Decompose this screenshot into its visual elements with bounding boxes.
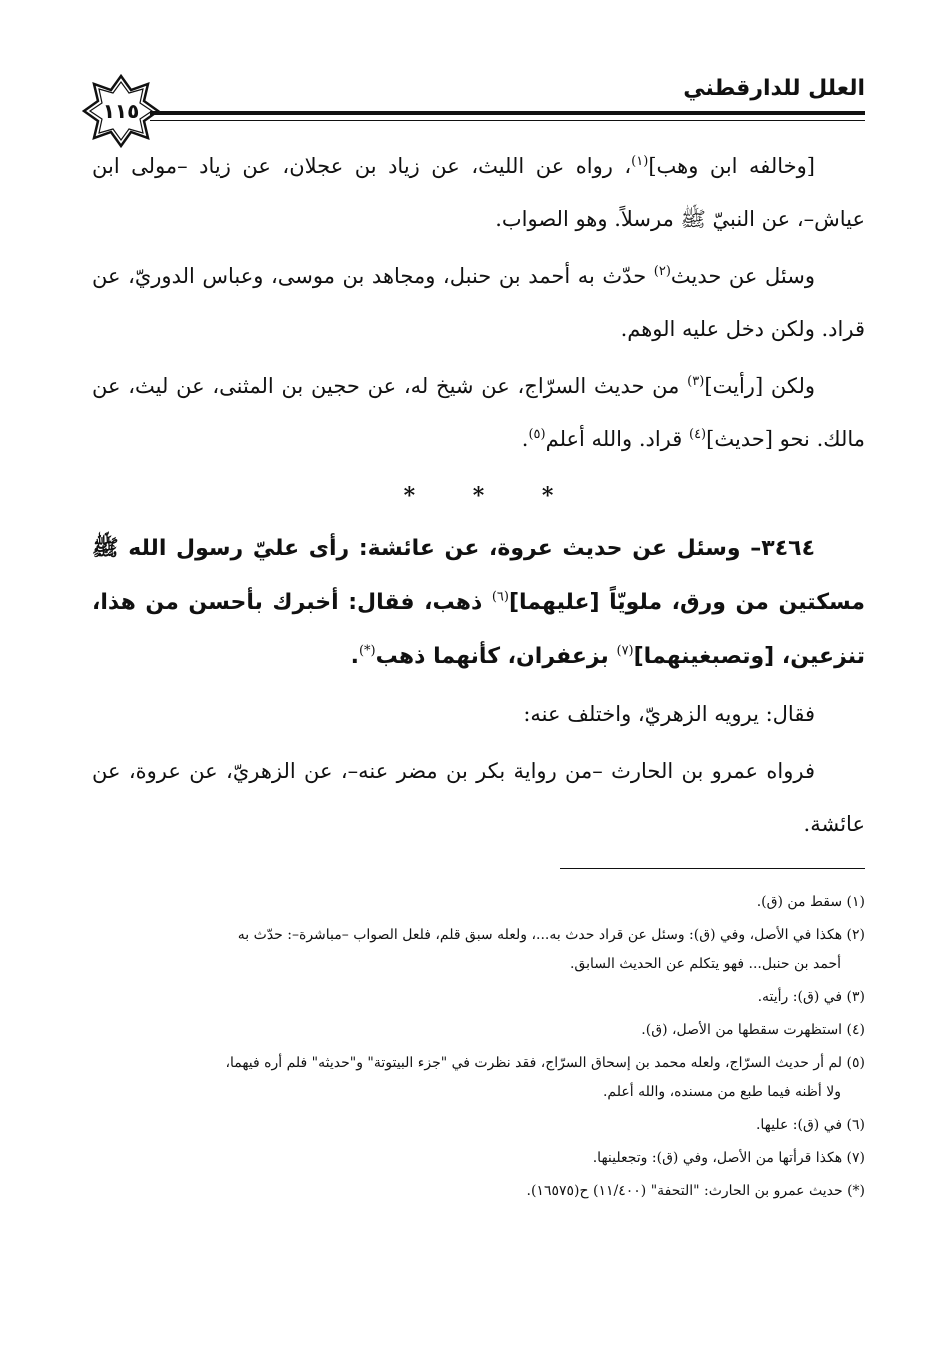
running-title: العلل للدارقطني bbox=[683, 76, 865, 101]
page-number-badge bbox=[82, 72, 160, 150]
footnote-ref-4[interactable]: (٤) bbox=[688, 427, 707, 442]
footnote: (٧) هكذا قرأتها من الأصل، وفي (ق): وتجعلينها. bbox=[592, 1150, 865, 1166]
footnote: (*) حديث عمرو بن الحارث: "التحفة" (١١/٤٠٠) ح(١٦٥٧٥). bbox=[526, 1183, 865, 1199]
footnote-ref-2[interactable]: (٢) bbox=[653, 264, 671, 279]
paragraph-3: ولكن [رأيت]$^{(٣)}$ من حديث السرّاج، عن شيخ له، عن حجين بن المثنى، عن ليث، عن مالك. نحو [حديث]$^{(٤)}$ قراد. والله أعلم$^{(٥)}$. bbox=[92, 374, 865, 451]
footnote-ref-star[interactable]: (*) bbox=[358, 643, 376, 659]
footnote: (٤) استظهرت سقطها من الأصل، (ق). bbox=[641, 1022, 865, 1038]
footnote-ref-3[interactable]: (٣) bbox=[687, 374, 705, 389]
footnote: (١) سقط من (ق). bbox=[756, 894, 865, 910]
footnote-ref-5[interactable]: (٥) bbox=[528, 427, 546, 442]
paragraph-5: فرواه عمرو بن الحارث –من رواية بكر بن مضر عنه–، عن الزهريّ، عن عروة، عن عائشة. bbox=[92, 759, 865, 836]
header-rule-thin bbox=[150, 120, 865, 121]
footnote-ref-7[interactable]: (٧) bbox=[616, 643, 634, 659]
footnote: (٢) هكذا في الأصل، وفي (ق): وسئل عن قراد حدث به...، ولعله سبق قلم، فلعل الصواب –مباشرة–: حدّث به أحمد بن حنبل... فهو يتكلم عن الحديث السابق. bbox=[237, 927, 865, 972]
paragraph-4: فقال: يرويه الزهريّ، واختلف عنه: bbox=[523, 702, 815, 726]
page-number: ١١٥ bbox=[102, 99, 140, 123]
footnote: (٣) في (ق): رأيته. bbox=[757, 989, 865, 1005]
header-rule-thick bbox=[150, 111, 865, 115]
main-text bbox=[92, 140, 865, 855]
footnotes bbox=[92, 888, 865, 1210]
hadith-heading: ٣٤٦٤– وسئل عن حديث عروة، عن عائشة: رأى عليّ رسول الله ﷺ مسكتين من ورق، ملويّاً [عليهما]$^{(٦)}$ ذهب، فقال: أخبرك بأحسن من هذا، تنزعين، [وتصبغينهما]$^{(٧)}$ بزعفران، كأنهما ذهب(*). bbox=[92, 536, 866, 669]
paragraph-1: [وخالفه ابن وهب]$^{(١)}$، رواه عن الليث، عن زياد بن عجلان، عن زياد –مولى ابن عياش–، عن النبيّ ﷺ مرسلاً. وهو الصواب. bbox=[92, 154, 865, 231]
footnote-ref-1[interactable]: (١) bbox=[631, 154, 649, 169]
paragraph-2: وسئل عن حديث$^{(٢)}$ حدّث به أحمد بن حنبل، ومجاهد بن موسى، وعباس الدوريّ، عن قراد. ولكن دخل عليه الوهم. bbox=[92, 264, 865, 341]
footnote: (٥) لم أر حديث السرّاج، ولعله محمد بن إسحاق السرّاج، فقد نظرت في "جزء البيتوتة" و"حديثه" فلم أره فيهما، ولا أظنه فيما طبع من مسنده، والله أعلم. bbox=[225, 1055, 865, 1100]
footnote-separator bbox=[560, 868, 865, 869]
section-separator: * * * bbox=[403, 483, 554, 509]
footnote-ref-6[interactable]: (٦) bbox=[491, 589, 509, 605]
footnote: (٦) في (ق): عليها. bbox=[755, 1117, 865, 1133]
